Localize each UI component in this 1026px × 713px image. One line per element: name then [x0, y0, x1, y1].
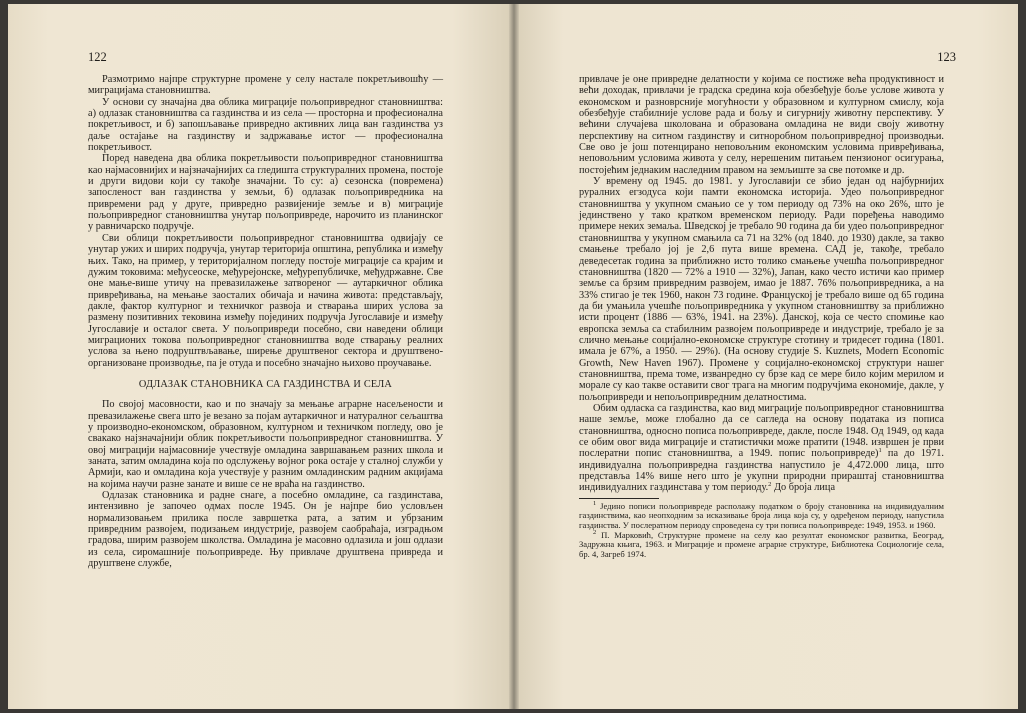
page-number: 122: [88, 50, 107, 64]
footnote-text: Једино пописи пољопривреде располажу податком о броју становника на индивидуалним газдинствима, као неопходним за исказивање броја лица која су, у одређеном периоду, напустила газдинства. У послератном периоду спроведена су три пописа пољопривреде: 1949, 1953. и 1960.: [579, 500, 944, 530]
footnote-divider: [579, 498, 659, 499]
book-gutter: [509, 4, 519, 709]
footnote-mark: 1: [593, 499, 597, 507]
paragraph-text: па до 1971. индивидуална пољопривредна газдинства напустило је 4,472.000 лица, што представља 14% више него што је укупни природни прираштај становништва индивидуалних газдинстава у том периоду.: [579, 448, 945, 494]
paragraph: Размотримо најпре структурне промене у селу настале покретљивошћу — миграцијама становништва.: [88, 74, 443, 97]
paragraph: Одлазак становника и радне снаге, а посебно омладине, са газдинстава, интензивно је започео одмах после 1945. Он је најпре био условљен нормализовањем прилика после завршетка рата, а затим и убрзаним привредним развојем, подизањем индустрије, развојем саобраћаја, изградњом градова, ширим развојем школства. Омладина је масовно одлазила и још одлази из села, сиромашније пољопривреде. Њу привлаче друштвена привреда и друштвене службе,: [88, 490, 443, 570]
footnote-mark: 2: [593, 528, 597, 536]
footnote-ref: 2: [768, 481, 772, 489]
paragraph: По својој масовности, као и по значају за мењање аграрне насељености и превазилажење свега што је везано за појам аутаркичног и натуралног сељаштва у производно-економском, образовном, културном и техничком погледу, ово је свакако најзначајнији облик покретљивости пољопривредног становништва. У овој миграцији најмасовније учествује омладина завршавањем разних школа и заната, затим омладина која по одслужењу војног рока остаје у сталној служби у Армији, као и омладина која учествује у разним омладинским радним акцијама на којима научи разне занате и више се не враћа на газдинство.: [88, 399, 443, 490]
paragraph: Сви облици покретљивости пољопривредног становништва одвијају се унутар ужих и ширих подручја, унутар територија општина, република и између њих. Тако, на пример, у територијалном погледу постоје миграције са крајим и дужим токовима: међусеоске, међурејонске, међурепубличке, међудржавне. Све оне мање-више утичу на превазилажење затвореног — аутаркичног облика привређивања, на мењање заосталих обичаја и начина живота: представљају, дакле, фактор културног и техничког развоја и стварања ширих услова за размену позитивних тековина између појединих подручја Југославије и између Југославије и осталог света. У пољопривреди посебно, сви наведени облици миграционих токова пољопривредног становништва воде стварању реалних услова за њено подруштвљавање, ширење друштвеног сектора и друштвено-организоване производње, па је отуда и посебно значајно њихово проучавање.: [88, 232, 443, 369]
paragraph: привлаче је оне привредне делатности у којима се постиже већа продуктивност и већи доходак, привлачи је градска средина која обезбеђује боље услове живота у економском и разноврсније могућности у образовном и културном смислу, која обезбеђује стабилније услове рада и бољу и сигурнију животну перспективу. У већини случајева школована и образована омладина не види своју животну перспективу на ситном газдинству и ситноробном пољопривредној производњи. Све ово је још потенцирано неповољним економским условима привређивања, неповољним условима живота у селу, нерешеним питањем пензионог осигурања, постојећим једнаким наследним правом на земљиште за све потомке и др.: [579, 74, 944, 176]
left-page: [8, 4, 513, 709]
paragraph: [579, 403, 944, 494]
book-spread: [8, 4, 1018, 709]
footnote-ref: 1: [878, 447, 882, 455]
paragraph: У основи су значајна два облика миграције пољопривредног становништва: а) одлазак становништва са газдинства и из села — просторна и професионална покретљивост, и б) запошљавање привредно активних лица ван газдинства уз даље остајање на газдинству и задржавање истог — професионална покретљивост.: [88, 96, 443, 154]
paragraph: Поред наведена два облика покретљивости пољопривредног становништва као најмасовнијих и најзначајнијих са гледишта структуралних промена, постоје и други видови који су такође значајни. То су: а) сезонска (повремена) запосленост ван газдинства у земљи, б) одлазак пољопривредника на привремени рад у друге, привредно развијеније земље и в) миграције пољопривредног становништва унутар пољопривреде, нарочито из планинског у равничарско подручје.: [88, 153, 443, 233]
footnote-text: П. Марковић, Структурне промене на селу као резултат економског развитка, Београд, Задружна књига, 1963. и Миграције и промене аграрне структуре, Библиотека Социологије села, бр. 4, Загреб 1974.: [579, 529, 944, 559]
right-page: [513, 4, 1018, 709]
section-heading: ОДЛАЗАК СТАНОВНИКА СА ГАЗДИНСТВА И СЕЛА: [138, 378, 393, 390]
page-number: 123: [937, 50, 956, 64]
footnote: [579, 499, 944, 531]
left-text-column: [88, 74, 443, 569]
footnote: [579, 528, 944, 560]
right-text-column: [579, 74, 944, 559]
paragraph-text: До броја лица: [771, 482, 836, 494]
paragraph: У времену од 1945. до 1981. у Југославији се збио један од најбурнијих руралних егзодуса који памти економска историја. Удео пољопривредног становништва у укупном смањио се у том периоду од 73% на око 26%, што је јединствено у тако кратком временском периоду. Ради поређења наводимо примере неких земаља. Шведској је требало 90 година да би удео пољопривредног становништва у укупном смањила са 71 на 32% (од 1840. до 1930) дакле, за такво смањење требало јој је 2,6 пута више времена. САД је, такође, требало деведесетак година за приближно исто толико смањење учешћа пољопривредног становништва (1820 — 72% а 1910 — 32%), Јапан, како често истичи као пример земље са брзим привредним развојем, имао је 1887. 76% пољопривредника, а на 33% стигао је тек 1960, након 73 године. Француској је требало више од 65 година да би умањила учешће пољопривредника у укупном становништву за приближно исти процент (1886 — 63%, 1941. на 23%). Данској, која се често спомиње као европска земља са стабилним развојем пољопривреде и индустрије, требало је за слично мењање социјално-економске структуре стотину и тридесет година (1801. имала је 67%, а 1950. — 29%). (На основу студије S. Kuznets, Modern Economic Growth, New Haven 1967). Промене у социјално-економској структури нашег становништва, према томе, изванредно су брзе кад се мере било којим мерилом и морале су као такве оставити свог трага на многим подручјима економије, дакле, у пољопривреди и непољопривредним делатностима.: [579, 176, 944, 403]
paragraph-text: Обим одласка са газдинства, као вид миграције пољопривредног становништва наше земље, може глобално да се сагледа на основу података из пописа становништва, односно пописа пољопривреде, дакле, после 1948. Од 1949, од када се обим овог вида миграције и статистички може пратити (1948. извршен је први послератни попис становништва, а 1949. попис пољопривреде): [579, 402, 944, 460]
